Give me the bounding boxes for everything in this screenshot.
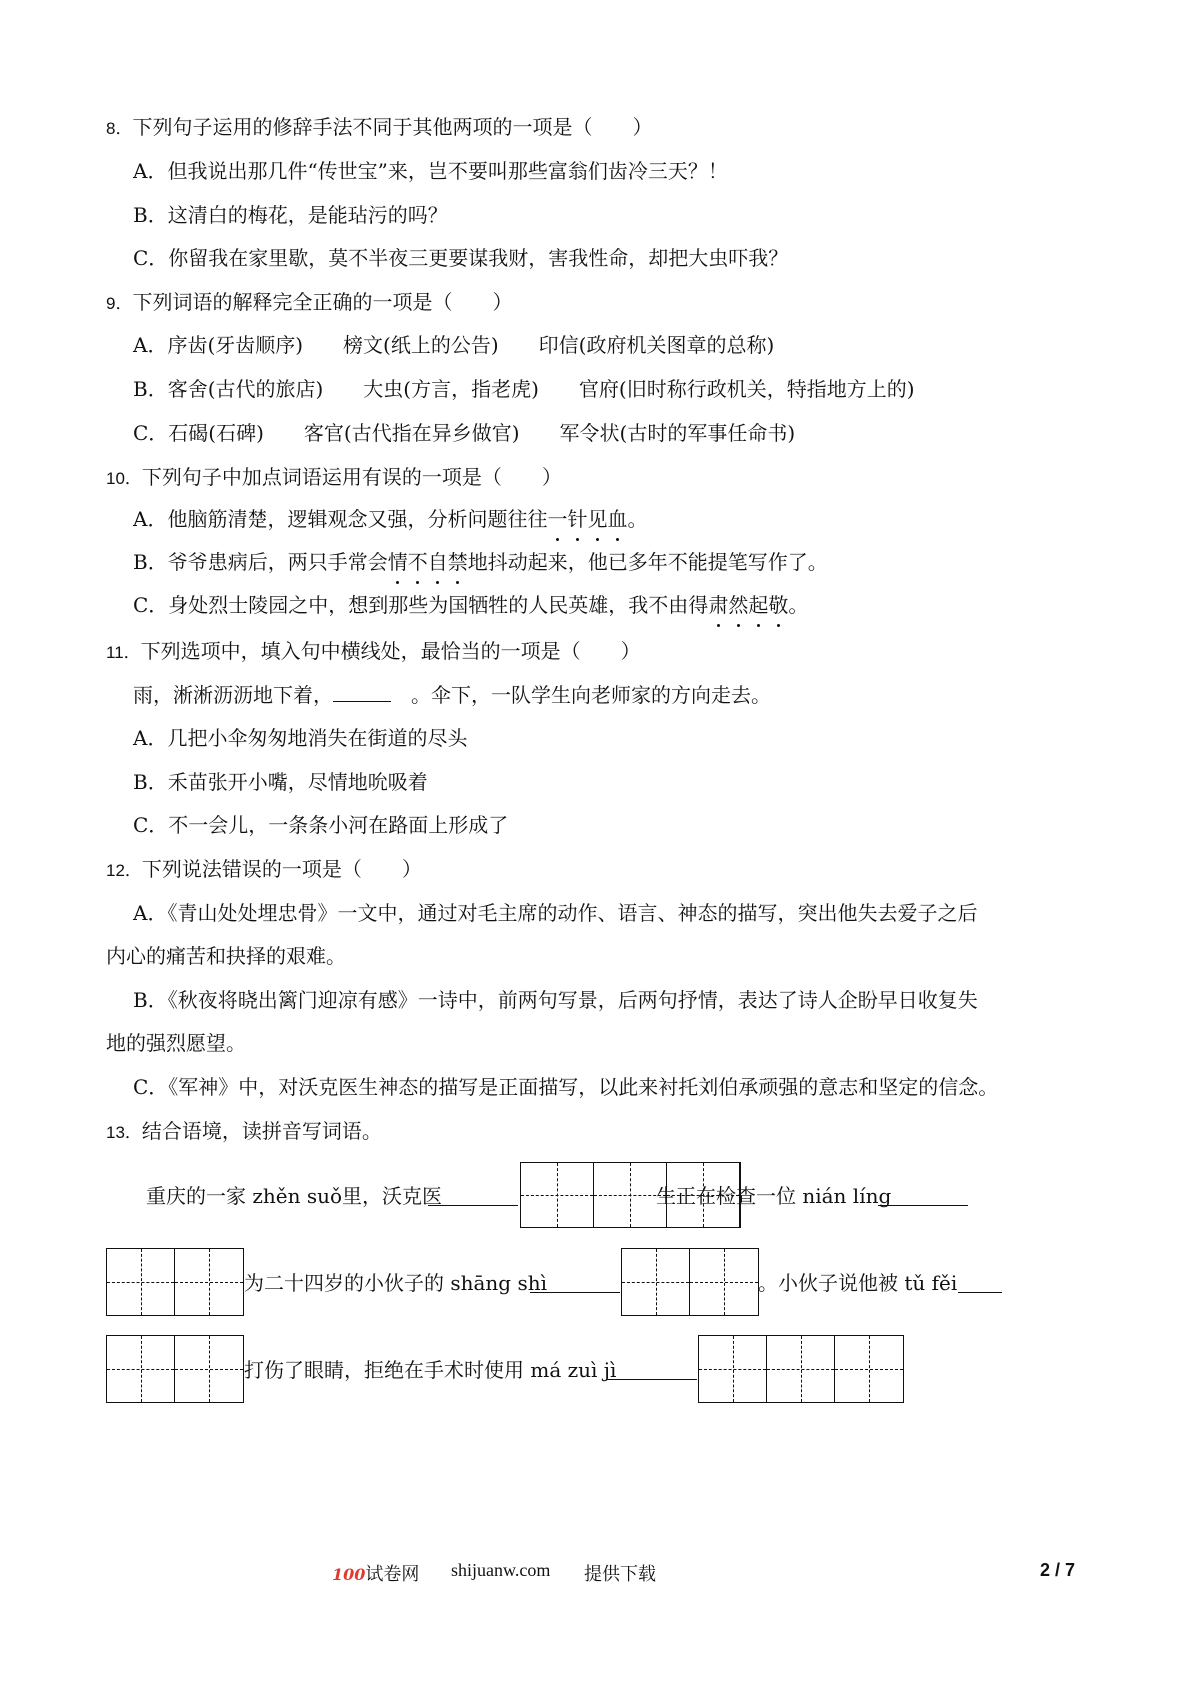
answer-grid-nianling[interactable]	[106, 1248, 244, 1316]
dotted-char: 敬	[768, 590, 788, 620]
q12-option-a-line1: A．《青山处处埋忠骨》一文中，通过对毛主席的动作、语言、神态的描写，突出他失去爱子之后	[133, 901, 978, 925]
q13-line2-text-a: 为二十四岁的小伙子的 shāng shì	[244, 1271, 548, 1295]
dotted-char: 然	[728, 590, 748, 620]
q11-option-a: A．几把小伞匆匆地消失在街道的尽头	[133, 726, 468, 750]
q9-option-c: C．石碣(石碑) 客官(古代指在异乡做官) 军令状(古时的军事任命书)	[133, 421, 796, 445]
q10-option-b: B．爷爷患病后，两只手常会情不自禁地抖动起来，他已多年不能提笔写作了。	[133, 547, 828, 577]
q13-line3-text-a: 打伤了眼睛，拒绝在手术时使用 má zuì jì	[244, 1358, 617, 1382]
dotted-char: 肃	[708, 590, 728, 620]
q8-option-b: B．这清白的梅花，是能玷污的吗？	[133, 203, 448, 227]
answer-grid-tufei[interactable]	[106, 1335, 244, 1403]
grid-cell[interactable]	[107, 1249, 175, 1315]
q13-line1-text-b: 生正在检查一位 nián líng	[656, 1184, 892, 1208]
site-logo: 100	[332, 1565, 366, 1584]
grid-cell[interactable]	[107, 1336, 175, 1402]
q13-line2-text-b: 。小伙子说他被 tǔ fěi	[758, 1271, 958, 1295]
answer-grid-mazuiji[interactable]	[698, 1335, 904, 1403]
fill-blank[interactable]	[333, 683, 391, 702]
dotted-char: 禁	[448, 547, 468, 577]
q12-option-b-line2: 地的强烈愿望。	[106, 1031, 246, 1055]
fill-blank	[607, 1361, 697, 1380]
grid-cell[interactable]	[699, 1336, 767, 1402]
q8-stem: 8．下列句子运用的修辞手法不同于其他两项的一项是（ ）	[106, 115, 653, 139]
q10-stem: 10．下列句子中加点词语运用有误的一项是（ ）	[106, 465, 562, 489]
fill-blank	[958, 1274, 1002, 1293]
q12-option-c: C．《军神》中，对沃克医生神态的描写是正面描写，以此来衬托刘伯承顽强的意志和坚定的信念。	[133, 1075, 999, 1099]
q11-option-c: C．不一会儿，一条条小河在路面上形成了	[133, 813, 509, 837]
grid-cell[interactable]	[175, 1336, 243, 1402]
grid-cell[interactable]	[521, 1163, 594, 1227]
q12-option-b-line1: B．《秋夜将晓出篱门迎凉有感》一诗中，前两句写景，后两句抒情，表达了诗人企盼早日收复失	[133, 988, 978, 1012]
dotted-char: 起	[748, 590, 768, 620]
q10-option-c: C．身处烈士陵园之中，想到那些为国牺牲的人民英雄，我不由得肃然起敬。	[133, 590, 808, 620]
q9-option-b: B．客舍(古代的旅店) 大虫(方言，指老虎) 官府(旧时称行政机关，特指地方上的)	[133, 377, 915, 401]
q11-stem: 11．下列选项中，填入句中横线处，最恰当的一项是（ ）	[106, 639, 641, 663]
site-name: 试卷网	[365, 1564, 420, 1585]
answer-grid-shangshi[interactable]	[621, 1248, 759, 1316]
q9-stem: 9．下列词语的解释完全正确的一项是（ ）	[106, 290, 513, 314]
dotted-char: 不	[408, 547, 428, 577]
fill-blank	[878, 1187, 968, 1206]
grid-cell[interactable]	[690, 1249, 758, 1315]
q13-stem: 13．结合语境，读拼音写词语。	[106, 1119, 382, 1143]
grid-cell[interactable]	[767, 1336, 835, 1402]
q10-option-a: A．他脑筋清楚，逻辑观念又强，分析问题往往一针见血。	[133, 504, 647, 534]
q12-stem: 12．下列说法错误的一项是（ ）	[106, 857, 422, 881]
q8-option-a: A．但我说出那几件“传世宝”来，岂不要叫那些富翁们齿冷三天？！	[133, 159, 728, 183]
q13-line1-text-a: 重庆的一家 zhěn suǒ里，沃克医	[146, 1184, 443, 1208]
page-number: 2 / 7	[1040, 1560, 1076, 1580]
q12-option-a-line2: 内心的痛苦和抉择的艰难。	[106, 944, 346, 968]
footer-domain[interactable]: shijuanw.com	[451, 1560, 551, 1580]
dotted-char: 一	[547, 504, 567, 534]
dotted-char: 自	[428, 547, 448, 577]
footer-note: 提供下载	[584, 1564, 656, 1585]
q9-option-a: A．序齿(牙齿顺序) 榜文(纸上的公告) 印信(政府机关图章的总称)	[133, 333, 775, 357]
fill-blank	[530, 1274, 620, 1293]
q8-option-c: C．你留我在家里歇，莫不半夜三更要谋我财，害我性命，却把大虫吓我？	[133, 246, 789, 270]
footer-brand	[332, 1560, 419, 1586]
grid-cell[interactable]	[622, 1249, 690, 1315]
dotted-char: 见	[587, 504, 607, 534]
q11-option-b: B．禾苗张开小嘴，尽情地吮吸着	[133, 770, 428, 794]
grid-cell[interactable]	[175, 1249, 243, 1315]
fill-blank	[428, 1187, 518, 1206]
dotted-char: 情	[388, 547, 408, 577]
dotted-char: 针	[567, 504, 587, 534]
dotted-char: 血	[607, 504, 627, 534]
q11-sentence: 雨，淅淅沥沥地下着， 。伞下，一队学生向老师家的方向走去。	[133, 683, 771, 707]
grid-cell[interactable]	[835, 1336, 903, 1402]
